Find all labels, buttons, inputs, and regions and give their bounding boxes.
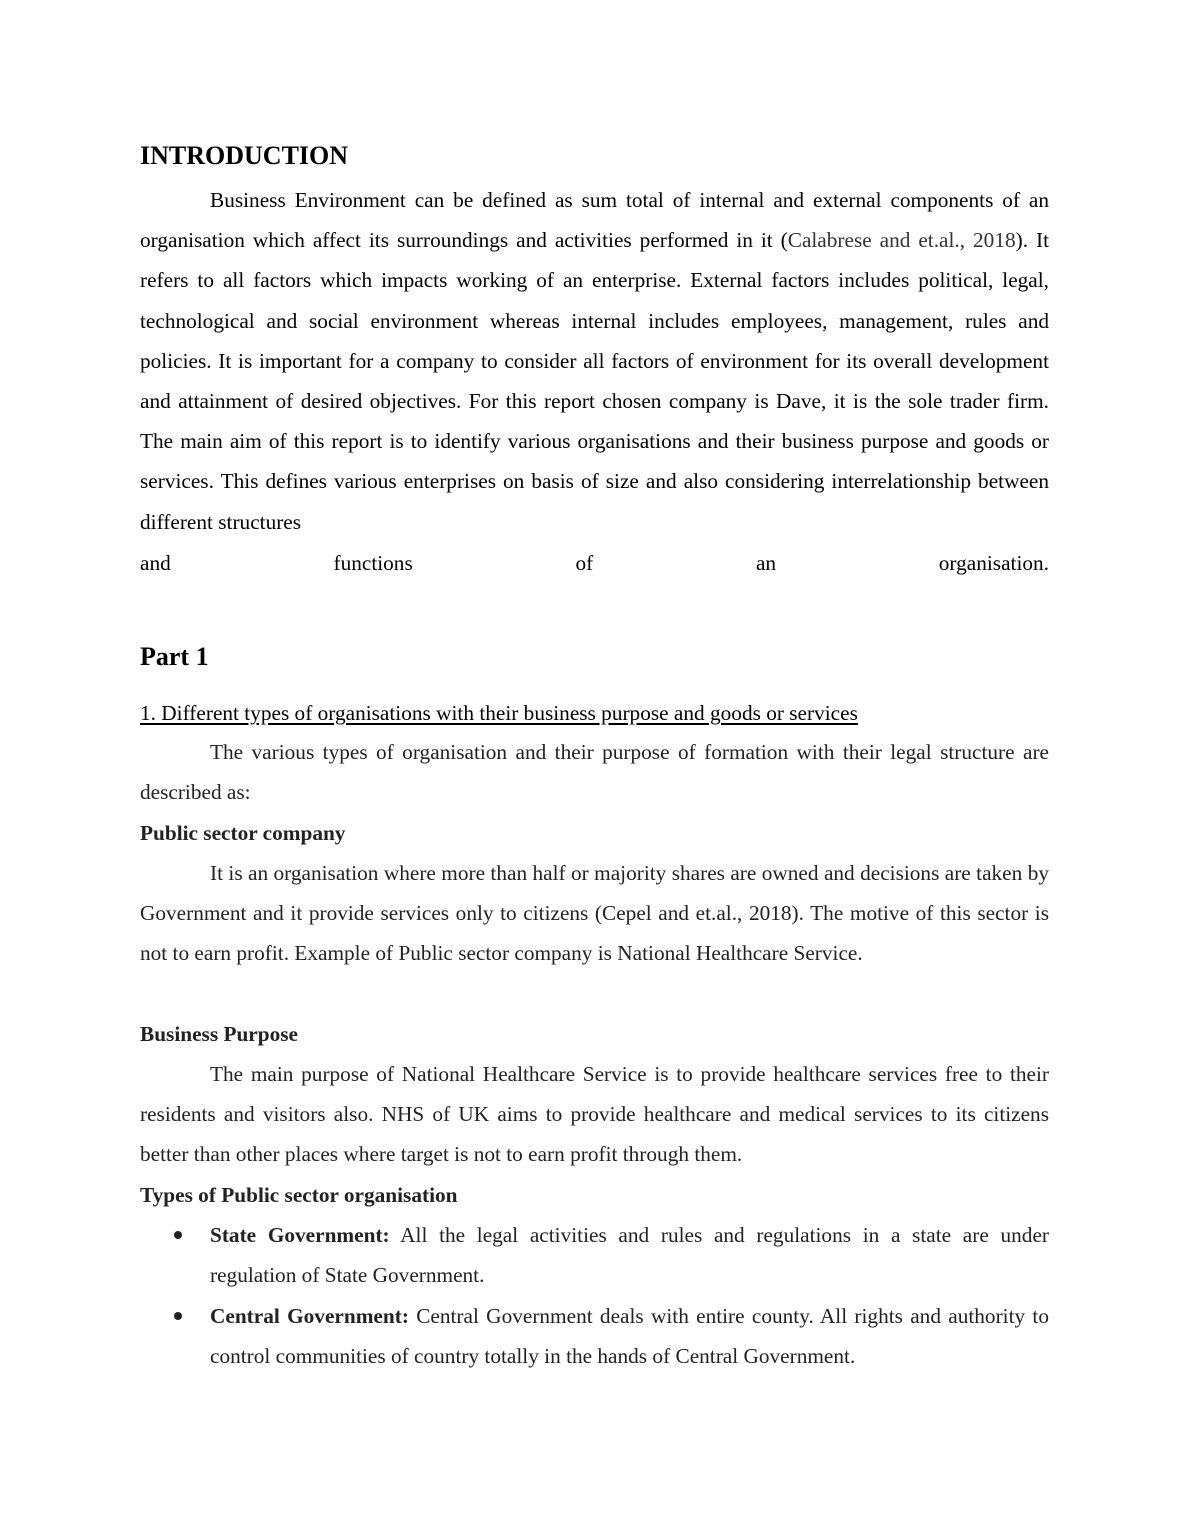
- part1-intro-text: The various types of organisation and their purpose of formation with their legal structure are described as:: [140, 740, 1049, 805]
- bullet-icon: [174, 1231, 182, 1239]
- list-item-term: Central Government:: [210, 1303, 409, 1328]
- types-list: [140, 1215, 1049, 1377]
- part1-heading: Part 1: [140, 642, 209, 671]
- business-purpose-heading: Business Purpose: [140, 1022, 298, 1046]
- business-purpose-text: The main purpose of National Healthcare Service is to provide healthcare services free to their residents and visitors also. NHS of UK aims to provide healthcare and medical services to its citizens better than other places where target is not to earn profit through them.: [140, 1062, 1049, 1167]
- introduction-heading: INTRODUCTION: [140, 141, 349, 170]
- business-purpose-paragraph: [140, 1054, 1049, 1175]
- introduction-last-line: and functions of an organisation.: [140, 551, 1049, 575]
- bullet-icon: [174, 1312, 182, 1320]
- list-item-state-government: [140, 1215, 1049, 1296]
- citation-calabrese: Calabrese and et.al., 2018: [787, 228, 1016, 253]
- public-sector-paragraph: [140, 853, 1049, 974]
- introduction-text-part1: Business Environment can be defined as sum total of internal and external components of an organisation which affect its surroundings and activities performed in it (: [140, 188, 1049, 253]
- list-item-text: Central Government deals with entire county. All rights and authority to control communities of country totally in the hands of Central Government.: [210, 1303, 1049, 1369]
- list-item-central-government: [140, 1296, 1049, 1377]
- list-item-term: State Government:: [210, 1223, 390, 1247]
- public-sector-text: It is an organisation where more than half or majority shares are owned and decisions are taken by Government and it provide services only to citizens (Cepel and et.al., 2018). The motive of this sector is not to earn profit. Example of Public sector company is National Healthcare Service.: [140, 861, 1049, 966]
- public-sector-heading: Public sector company: [140, 821, 346, 845]
- section-1-title: 1. Different types of organisations with their business purpose and goods or services: [140, 701, 858, 725]
- introduction-paragraph: [140, 180, 1049, 542]
- list-item-text: All the legal activities and rules and regulations in a state are under regulation of State Government.: [210, 1223, 1049, 1288]
- types-heading: Types of Public sector organisation: [140, 1183, 458, 1207]
- introduction-text-part2: ). It refers to all factors which impacts working of an enterprise. External factors includes political, legal, technological and social environment whereas internal includes employees, management, rules and policies. It is important for a company to consider all factors of environment for its overall development and attainment of desired objectives. For this report chosen company is Dave, it is the sole trader firm. The main aim of this report is to identify various organisations and their business purpose and goods or services. This defines various enterprises on basis of size and also considering interrelationship between different structures: [140, 228, 1050, 534]
- part1-intro-paragraph: [140, 732, 1049, 812]
